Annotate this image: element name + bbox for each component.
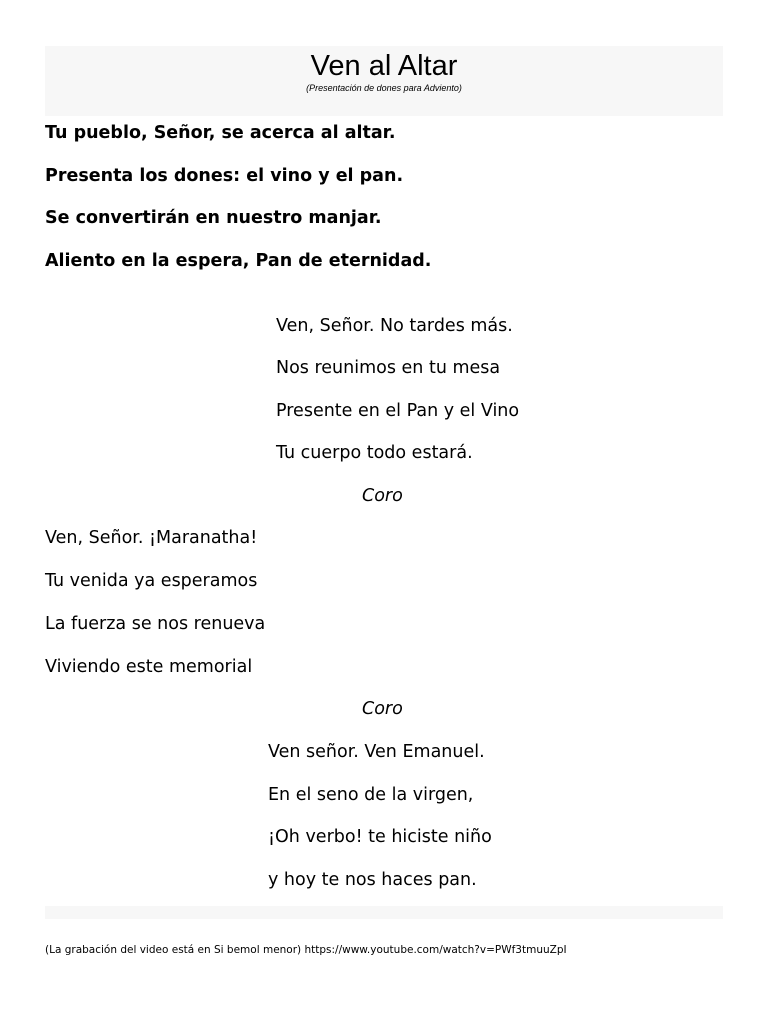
lyric-line: En el seno de la virgen,: [268, 785, 474, 805]
lyric-line: Tu pueblo, Señor, se acerca al altar.: [45, 123, 396, 143]
lyric-line: Ven, Señor. ¡Maranatha!: [45, 528, 258, 548]
song-subtitle: (Presentación de dones para Adviento): [306, 83, 462, 93]
coro-label: Coro: [362, 699, 403, 719]
lyric-line: Nos reunimos en tu mesa: [276, 358, 501, 378]
lyric-line: y hoy te nos haces pan.: [268, 870, 477, 890]
lyric-line: Tu venida ya esperamos: [45, 571, 258, 591]
bottom-divider-bar: [45, 906, 723, 919]
coro-label: Coro: [362, 486, 403, 506]
lyric-line: Aliento en la espera, Pan de eternidad.: [45, 251, 432, 271]
lyric-line: ¡Oh verbo! te hiciste niño: [268, 827, 492, 847]
footer-note: (La grabación del video está en Si bemol menor) https://www.youtube.com/watch?v=PWf3tmuuZpI: [45, 944, 567, 956]
song-title: Ven al Altar: [310, 50, 458, 82]
lyric-line: La fuerza se nos renueva: [45, 614, 266, 634]
lyric-line: Presenta los dones: el vino y el pan.: [45, 166, 404, 186]
lyric-line: Tu cuerpo todo estará.: [276, 443, 473, 463]
lyric-line: Ven señor. Ven Emanuel.: [268, 742, 485, 762]
lyric-line: Viviendo este memorial: [45, 657, 253, 677]
lyric-line: Se convertirán en nuestro manjar.: [45, 208, 382, 228]
title-box: [45, 46, 723, 116]
lyric-line: Presente en el Pan y el Vino: [276, 401, 520, 421]
lyric-line: Ven, Señor. No tardes más.: [276, 316, 513, 336]
